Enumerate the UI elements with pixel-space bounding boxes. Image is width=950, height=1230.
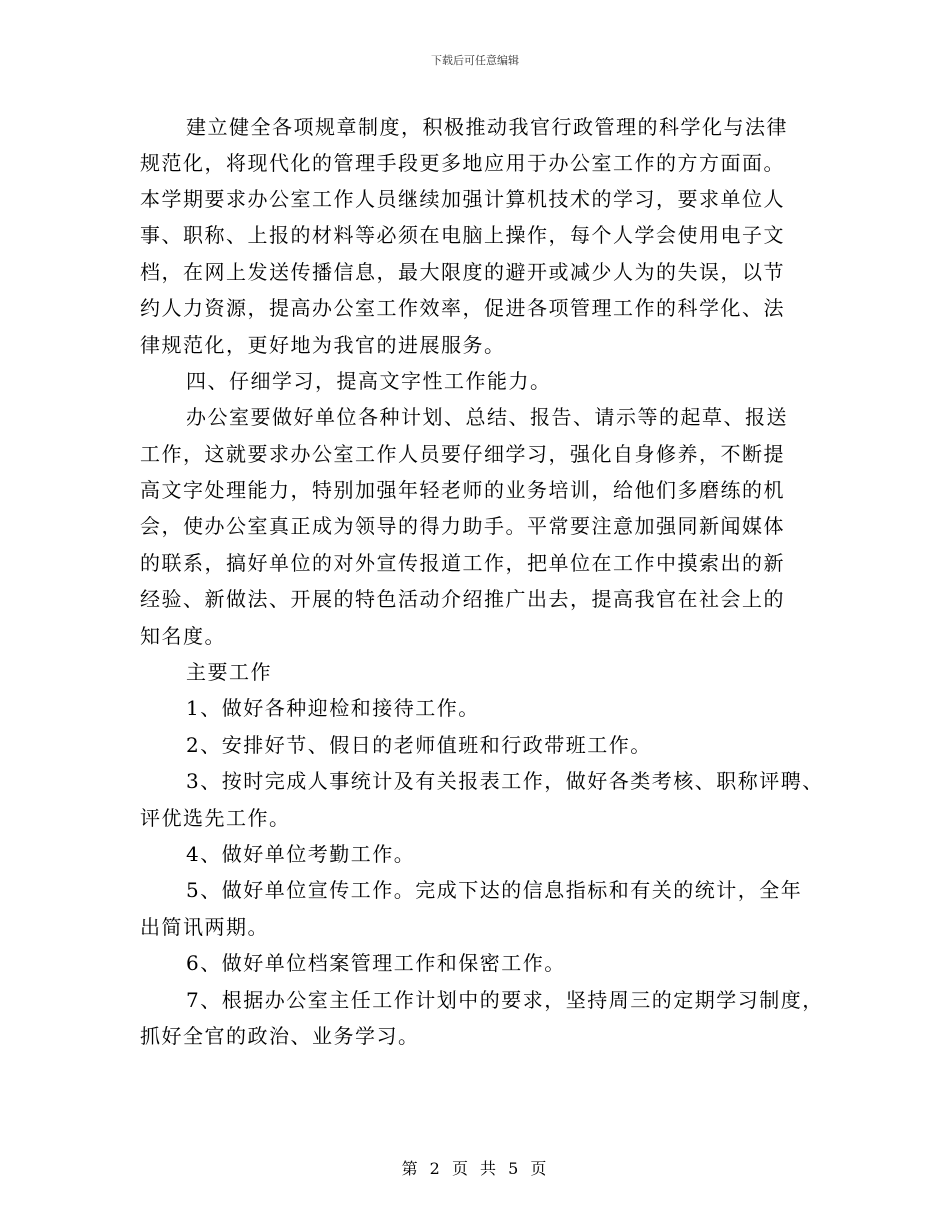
list-item-continuation: 抓好全官的政治、业务学习。 [140,1024,420,1048]
body-line: 高文字处理能力，特别加强年轻老师的业务培训，给他们多磨练的机 [140,478,785,502]
body-line: 知名度。 [140,624,226,648]
body-line: 经验、新做法、开展的特色活动介绍推广出去，提高我官在社会上的 [140,587,785,611]
list-item-continuation: 出简讯两期。 [140,915,269,939]
list-item: 2、安排好节、假日的老师值班和行政带班工作。 [186,733,652,757]
body-line: 会，使办公室真正成为领导的得力助手。平常要注意加强同新闻媒体 [140,514,785,538]
section-heading: 主要工作 [186,660,272,684]
page-header: 下载后可任意编辑 [431,54,519,67]
list-item: 5、做好单位宣传工作。完成下达的信息指标和有关的统计，全年 [186,878,803,902]
list-item: 1、做好各种迎检和接待工作。 [186,696,480,720]
list-item: 6、做好单位档案管理工作和保密工作。 [186,951,566,975]
list-item-continuation: 评优选先工作。 [140,806,291,830]
body-line: 本学期要求办公室工作人员继续加强计算机技术的学习，要求单位人 [140,187,785,211]
list-item: 3、按时完成人事统计及有关报表工作，做好各类考核、职称评聘、 [186,769,824,793]
body-line: 规范化，将现代化的管理手段更多地应用于办公室工作的方方面面。 [140,151,785,175]
body-line: 的联系，搞好单位的对外宣传报道工作，把单位在工作中摸索出的新 [140,551,785,575]
body-line: 建立健全各项规章制度，积极推动我官行政管理的科学化与法律 [186,115,788,139]
body-line: 档，在网上发送传播信息，最大限度的避开或减少人为的失误，以节 [140,260,785,284]
page-number: 第 2 页 共 5 页 [401,1159,549,1178]
body-line: 律规范化，更好地为我官的进展服务。 [140,333,506,357]
section-heading: 四、仔细学习，提高文字性工作能力。 [186,369,552,393]
list-item: 4、做好单位考勤工作。 [186,842,416,866]
body-line: 工作，这就要求办公室工作人员要仔细学习，强化自身修养，不断提 [140,442,785,466]
list-item: 7、根据办公室主任工作计划中的要求，坚持周三的定期学习制度， [186,988,824,1012]
body-line: 办公室要做好单位各种计划、总结、报告、请示等的起草、报送 [186,405,788,429]
body-line: 事、职称、上报的材料等必须在电脑上操作，每个人学会使用电子文 [140,223,785,247]
body-line: 约人力资源，提高办公室工作效率，促进各项管理工作的科学化、法 [140,296,785,320]
